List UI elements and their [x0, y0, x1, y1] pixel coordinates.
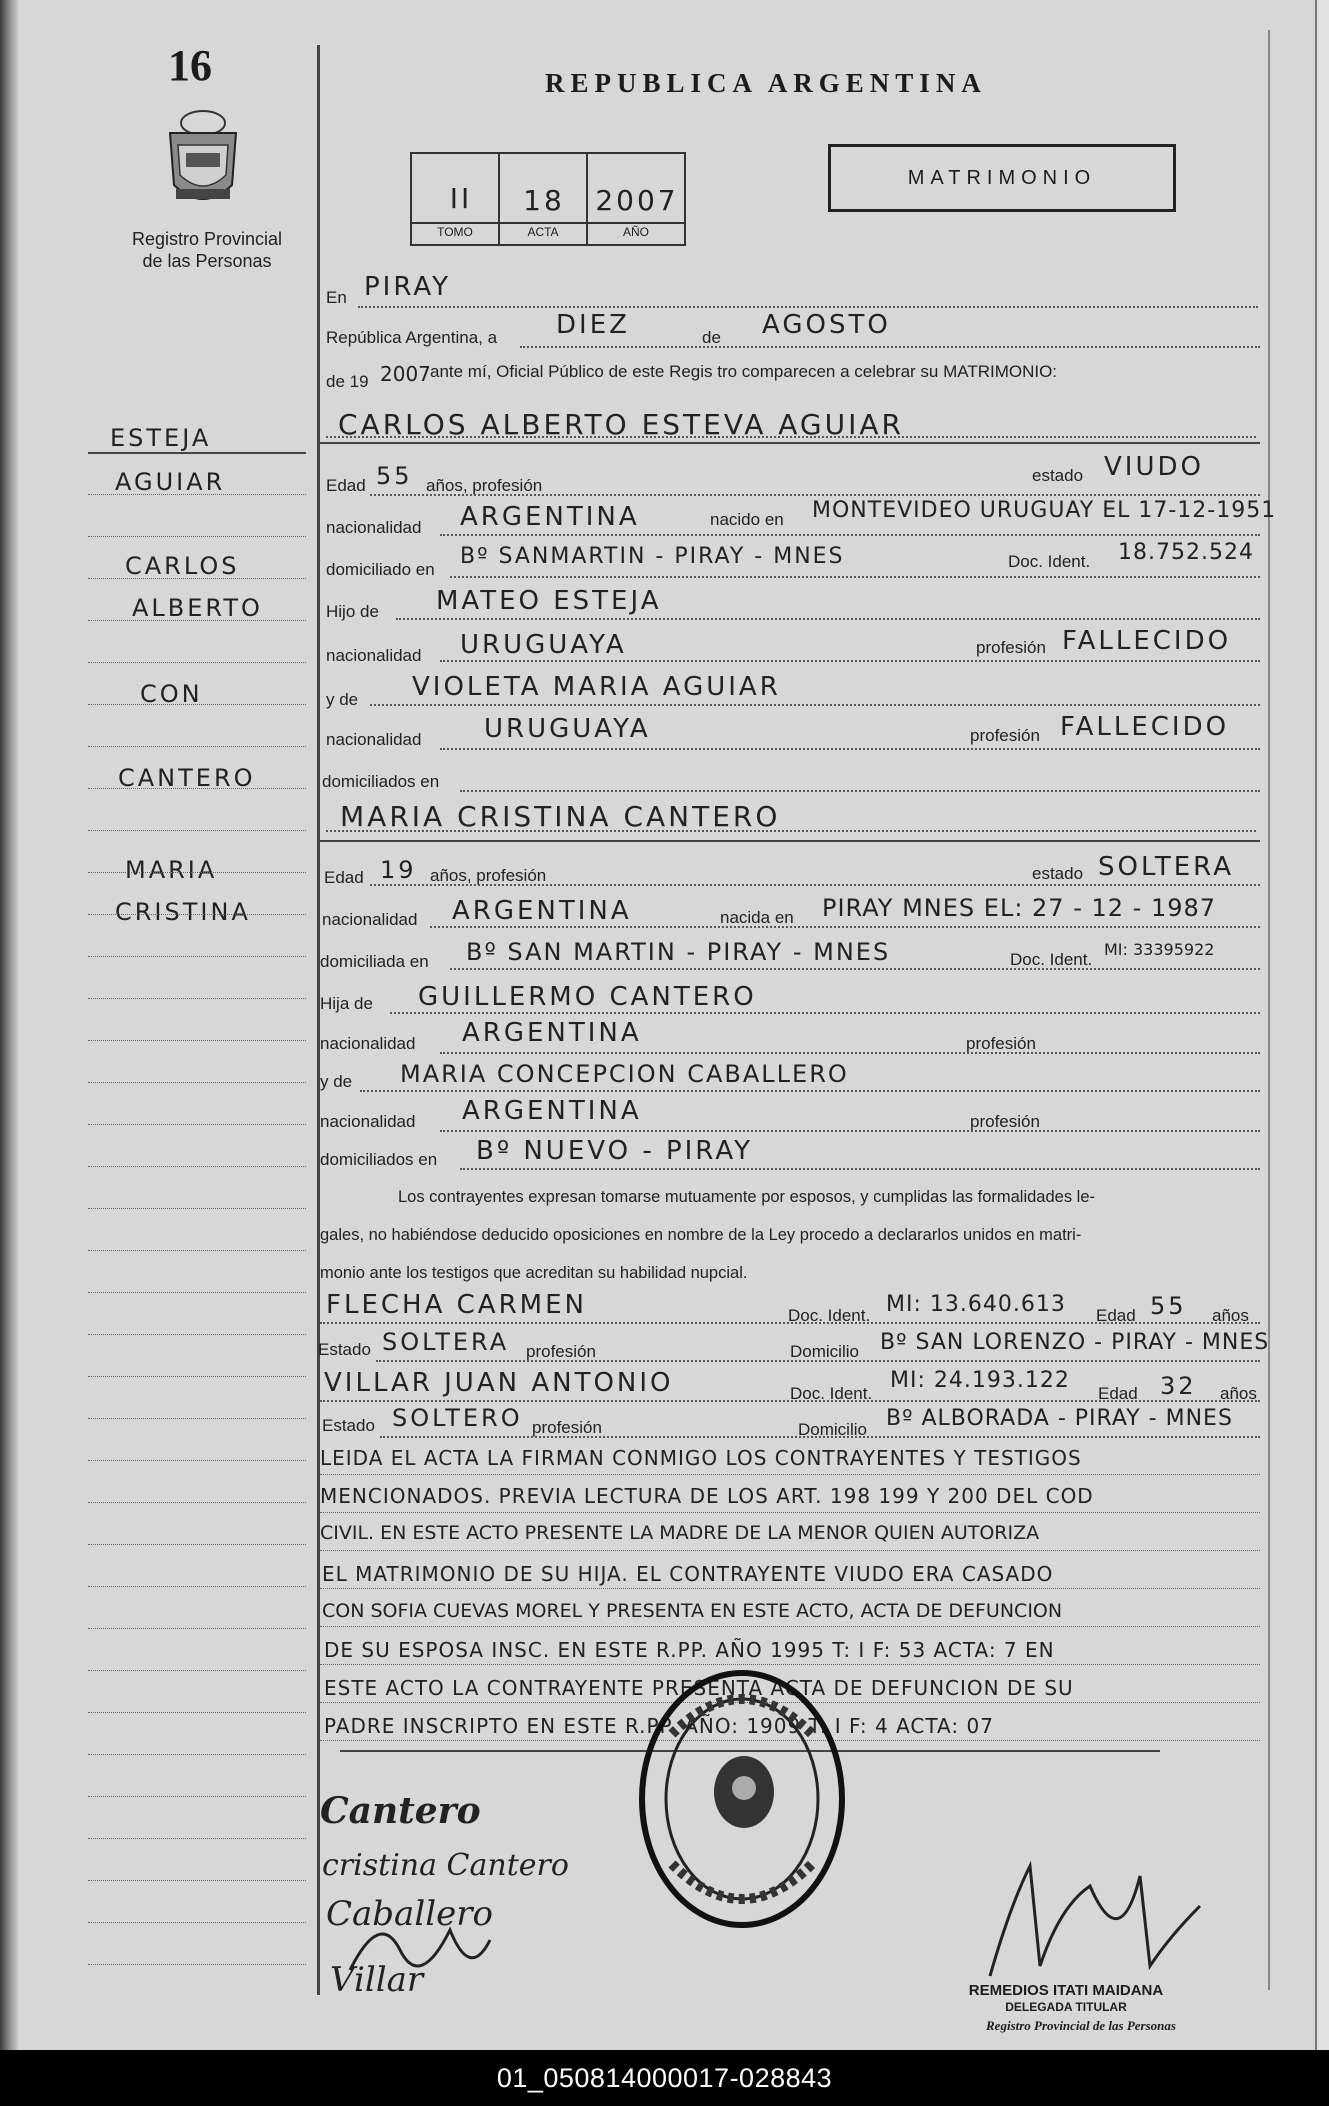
groom-name: CARLOS ALBERTO ESTEVA AGUIAR [338, 408, 904, 441]
bride-father-label: Hija de [320, 994, 373, 1013]
margin-rule-line [88, 452, 306, 454]
margin-ruled-line [88, 1460, 306, 1461]
groom-estado-label: estado [1032, 466, 1084, 485]
note-line: EL MATRIMONIO DE SU HIJA. EL CONTRAYENTE VIUDO ERA CASADO [322, 1562, 1054, 1586]
bride-mother-nat: ARGENTINA [462, 1096, 642, 1126]
witness-1-age: 55 [1150, 1292, 1187, 1320]
margin-ruled-line [88, 1250, 306, 1251]
doc-type-label: MATRIMONIO [907, 167, 1097, 189]
margin-ruled-line [88, 872, 306, 873]
margin-ruled-line [88, 1208, 306, 1209]
de-label: de [702, 328, 721, 347]
bride-name: MARIA CRISTINA CANTERO [340, 800, 781, 833]
tomo-label: TOMO [437, 225, 473, 239]
margin-ruled-line [88, 1040, 306, 1041]
signature: Villar [330, 1960, 424, 2000]
margin-note: MARIA [125, 856, 218, 884]
margin-ruled-line [88, 1712, 306, 1713]
registry-line-2: de las Personas [142, 251, 272, 271]
groom-mother-prof-label: profesión [970, 726, 1040, 745]
margin-ruled-line [88, 998, 306, 999]
note-line: PADRE INSCRIPTO EN ESTE R.PP. AÑO: 1909 T: I F: 4 ACTA: 07 [324, 1714, 994, 1738]
witness-1-dom-label: Domicilio [790, 1342, 859, 1361]
bride-nacida-label: nacida en [720, 908, 794, 927]
margin-ruled-line [88, 578, 306, 579]
groom-mother-label: y de [326, 690, 359, 709]
groom-father-label: Hijo de [326, 602, 379, 621]
margin-note: CON [140, 680, 203, 708]
margin-note: CRISTINA [115, 898, 251, 926]
ante-text: ante mí, Oficial Público de este Regis tro comparecen a celebrar su MATRIMONIO: [430, 362, 1058, 381]
country-title: REPUBLICA ARGENTINA [545, 68, 987, 98]
margin-ruled-line [88, 830, 306, 831]
signature: Cantero [320, 1790, 481, 1832]
bride-mother-nat-label: nacionalidad [320, 1112, 416, 1131]
witness-2-age: 32 [1160, 1372, 1197, 1400]
margin-ruled-line [88, 1670, 306, 1671]
margin-ruled-line [88, 1964, 306, 1965]
groom-doc-label: Doc. Ident. [1008, 552, 1091, 571]
groom-nac-label: nacionalidad [326, 518, 422, 537]
bride-parents-dom: Bº NUEVO - PIRAY [476, 1136, 753, 1166]
official-name: REMEDIOS ITATI MAIDANA [968, 1982, 1164, 1999]
margin-note: CARLOS [125, 552, 240, 580]
groom-birth: MONTEVIDEO URUGUAY EL 17-12-1951 [812, 498, 1277, 523]
declaration-line-2: gales, no habiéndose deducido oposiciones en nombre de la Ley procedo a declararlos unidos en matri- [320, 1226, 1082, 1244]
witness-2-doc-label: Doc. Ident. [790, 1384, 873, 1403]
margin-ruled-line [88, 1292, 306, 1293]
margin-ruled-line [88, 1544, 306, 1545]
declaration-line-3: monio ante los testigos que acreditan su habilidad nupcial. [320, 1264, 748, 1282]
margin-ruled-line [88, 1838, 306, 1839]
margin-ruled-line [88, 1376, 306, 1377]
note-line: ESTE ACTO LA CONTRAYENTE PRESENTA ACTA DE DEFUNCION DE SU [324, 1676, 1074, 1700]
bride-doc: MI: 33395922 [1104, 940, 1215, 959]
groom-doc: 18.752.524 [1118, 540, 1254, 565]
footer-id: 01_050814000017-028843 [0, 2050, 1329, 2106]
groom-parents-dom-label: domiciliados en [322, 772, 440, 791]
right-rule [1268, 30, 1270, 1990]
margin-ruled-line [88, 1502, 306, 1503]
groom-estado: VIUDO [1104, 452, 1204, 482]
bride-birth: PIRAY MNES EL: 27 - 12 - 1987 [822, 894, 1217, 922]
witness-2-name: VILLAR JUAN ANTONIO [324, 1368, 674, 1398]
groom-father-nat-label: nacionalidad [326, 646, 422, 665]
margin-ruled-line [88, 1796, 306, 1797]
margin-ruled-line [88, 956, 306, 957]
bride-father-nat: ARGENTINA [462, 1018, 642, 1048]
binding-edge [0, 0, 18, 2050]
groom-father-prof: FALLECIDO [1062, 626, 1232, 656]
margin-ruled-line [88, 662, 306, 663]
signature: Caballero [326, 1894, 493, 1934]
acta-value: 18 [523, 184, 565, 217]
margin-note: ALBERTO [132, 594, 263, 622]
month-value: AGOSTO [762, 310, 891, 340]
bride-estado-label: estado [1032, 864, 1084, 883]
note-ruled-line [320, 1626, 1260, 1627]
official-signature-icon [970, 1846, 1230, 1996]
note-line: MENCIONADOS. PREVIA LECTURA DE LOS ART. 198 199 Y 200 DEL COD [320, 1484, 1094, 1508]
official-office: Registro Provincial de las Personas [986, 2018, 1176, 2033]
witness-1-doc: MI: 13.640.613 [886, 1292, 1066, 1317]
bride-mother-label: y de [320, 1072, 353, 1091]
groom-edad-label: Edad [326, 476, 366, 495]
note-line: CIVIL. EN ESTE ACTO PRESENTE LA MADRE DE LA MENOR QUIEN AUTORIZA [320, 1522, 1040, 1544]
year-prefix: de 19 [326, 372, 369, 391]
witness-1-name: FLECHA CARMEN [326, 1290, 587, 1320]
margin-ruled-line [88, 1166, 306, 1167]
margin-ruled-line [88, 620, 306, 621]
witness-1-address: Bº SAN LORENZO - PIRAY - MNES [880, 1330, 1270, 1355]
bride-father-nat-label: nacionalidad [320, 1034, 416, 1053]
groom-address: Bº SANMARTIN - PIRAY - MNES [460, 544, 845, 569]
margin-ruled-line [88, 1082, 306, 1083]
ano-value: 2007 [595, 184, 679, 217]
bride-dom-label: domiciliada en [320, 952, 429, 971]
margin-ruled-line [88, 1418, 306, 1419]
witness-2-anos-label: años [1220, 1384, 1257, 1403]
bride-nac-label: nacionalidad [322, 910, 418, 929]
groom-father: MATEO ESTEJA [436, 586, 662, 616]
place-value: PIRAY [364, 272, 452, 302]
witness-1-anos-label: años [1212, 1306, 1249, 1325]
margin-ruled-line [88, 1754, 306, 1755]
record-box [410, 152, 686, 246]
groom-father-nat: URUGUAYA [460, 630, 627, 660]
groom-mother-nat: URUGUAYA [484, 714, 651, 744]
margin-ruled-line [88, 494, 306, 495]
note-ruled-line [320, 1550, 1260, 1551]
note-line: CON SOFIA CUEVAS MOREL Y PRESENTA EN ESTE ACTO, ACTA DE DEFUNCION [322, 1600, 1063, 1622]
margin-ruled-line [88, 746, 306, 747]
groom-prof-label: años, profesión [426, 476, 543, 495]
margin-note: ESTEJA [110, 424, 212, 452]
margin-ruled-line [88, 1628, 306, 1629]
en-label: En [326, 288, 347, 307]
bride-parents-dom-label: domiciliados en [320, 1150, 438, 1169]
bride-edad-label: Edad [324, 868, 364, 887]
witness-1-doc-label: Doc. Ident. [788, 1306, 871, 1325]
groom-age: 55 [376, 462, 413, 490]
margin-ruled-line [88, 536, 306, 537]
margin-ruled-line [88, 704, 306, 705]
groom-mother-nat-label: nacionalidad [326, 730, 422, 749]
tomo-value: II [449, 182, 473, 215]
page-number: 16 [168, 41, 212, 90]
witness-2-prof-label: profesión [532, 1418, 602, 1437]
bride-nationality: ARGENTINA [452, 896, 632, 926]
republica-label: República Argentina, a [326, 328, 498, 347]
registry-line-1: Registro Provincial [131, 229, 283, 249]
bride-mother-prof-label: profesión [970, 1112, 1040, 1131]
acta-label: ACTA [527, 225, 559, 239]
signature-flourish-icon [340, 1900, 500, 1990]
bride-address: Bº SAN MARTIN - PIRAY - MNES [466, 938, 891, 966]
official-stamp-icon [632, 1664, 852, 1934]
margin-note: AGUIAR [115, 468, 226, 496]
ano-label: AÑO [622, 225, 649, 239]
witness-2-edad-label: Edad [1098, 1384, 1138, 1403]
note-line: LEIDA EL ACTA LA FIRMAN CONMIGO LOS CONTRAYENTES Y TESTIGOS [320, 1446, 1082, 1470]
margin-ruled-line [88, 1586, 306, 1587]
bride-age: 19 [380, 856, 417, 884]
note-ruled-line [320, 1512, 1260, 1513]
groom-nationality: ARGENTINA [460, 502, 640, 532]
bride-estado: SOLTERA [1098, 852, 1234, 882]
bride-doc-label: Doc. Ident. [1010, 950, 1093, 969]
margin-ruled-line [88, 1880, 306, 1881]
year-value: 2007 [380, 362, 431, 386]
witness-2-doc: MI: 24.193.122 [890, 1368, 1070, 1393]
margin-ruled-line [88, 788, 306, 789]
bride-father-prof-label: profesión [966, 1034, 1036, 1053]
witness-2-estado: SOLTERO [392, 1404, 523, 1432]
bride-father: GUILLERMO CANTERO [418, 982, 757, 1012]
note-line: DE SU ESPOSA INSC. EN ESTE R.PP. AÑO 1995 T: I F: 53 ACTA: 7 EN [324, 1638, 1055, 1662]
margin-ruled-line [88, 1922, 306, 1923]
margin-ruled-line [88, 914, 306, 915]
groom-nacido-label: nacido en [710, 510, 784, 529]
groom-dom-label: domiciliado en [326, 560, 435, 579]
witness-2-dom-label: Domicilio [798, 1420, 867, 1439]
province-seal-icon [158, 105, 248, 215]
official-title: DELEGADA TITULAR [1005, 2000, 1127, 2014]
witness-1-estado-label: Estado [318, 1340, 371, 1359]
margin-note: CANTERO [118, 764, 256, 792]
witness-1-edad-label: Edad [1096, 1306, 1136, 1325]
declaration-line-1: Los contrayentes expresan tomarse mutuamente por esposos, y cumplidas las formalidades le- [398, 1188, 1096, 1206]
signature: cristina Cantero [322, 1848, 569, 1883]
page-edge [1315, 0, 1329, 2050]
groom-mother: VIOLETA MARIA AGUIAR [412, 672, 781, 702]
witness-1-prof-label: profesión [526, 1342, 596, 1361]
day-value: DIEZ [556, 310, 630, 340]
witness-2-address: Bº ALBORADA - PIRAY - MNES [886, 1406, 1233, 1431]
note-ruled-line [320, 1474, 1260, 1475]
margin-ruled-line [88, 1124, 306, 1125]
groom-mother-prof: FALLECIDO [1060, 712, 1230, 742]
witness-1-estado: SOLTERA [382, 1328, 510, 1356]
margin-ruled-line [88, 1334, 306, 1335]
bride-mother: MARIA CONCEPCION CABALLERO [400, 1060, 849, 1088]
groom-father-prof-label: profesión [976, 638, 1046, 657]
doc-type-box [828, 144, 1176, 212]
bride-prof-label: años, profesión [430, 866, 547, 885]
note-ruled-line [320, 1588, 1260, 1589]
witness-2-estado-label: Estado [322, 1416, 375, 1435]
